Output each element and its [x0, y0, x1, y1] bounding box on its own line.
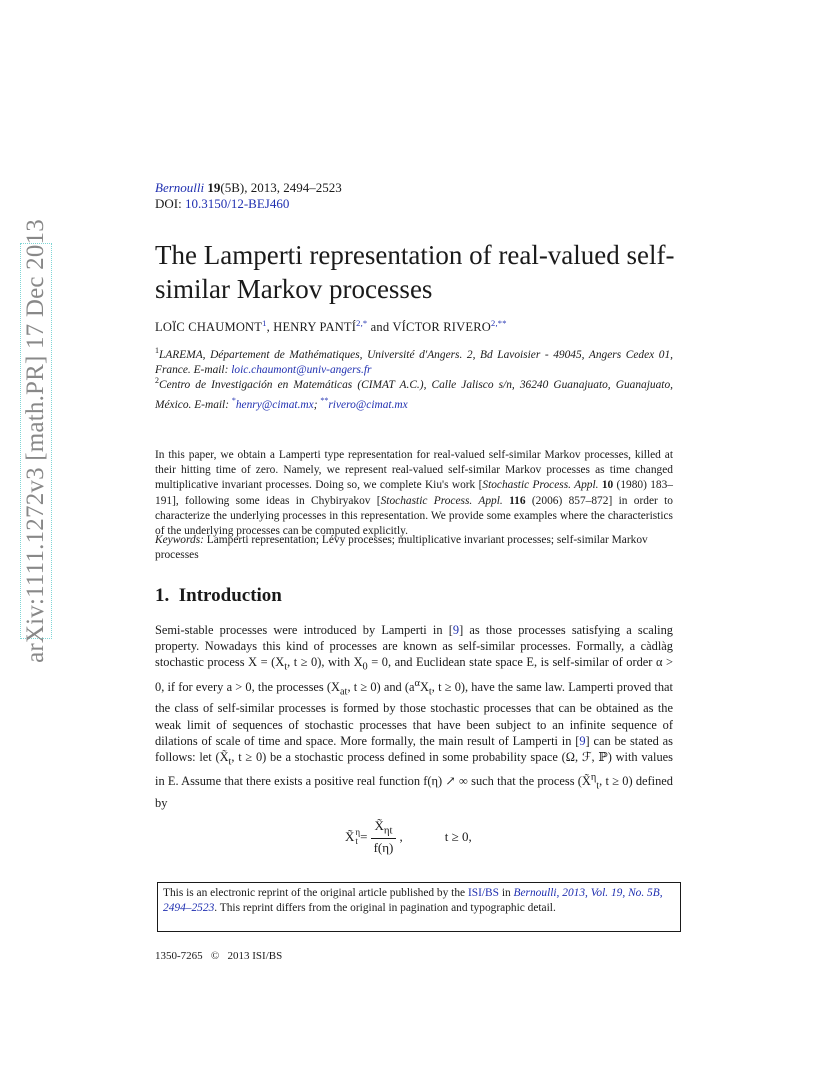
doi-label: DOI: [155, 196, 182, 211]
citation-9-link-1[interactable]: 9 [452, 623, 460, 637]
author-2-affil-link[interactable]: 2,* [356, 318, 368, 328]
original-article-link[interactable]: Bernoulli, 2013, Vol. 19, No. 5B, 2494–2523 [163, 887, 663, 914]
isi-bs-link[interactable]: ISI/BS [467, 887, 499, 899]
equation-fraction: $\frac{X̃_{\eta t}}{f(\eta)}$ [371, 818, 395, 856]
email-chaumont[interactable]: loic.chaumont@univ-angers.fr [231, 363, 372, 376]
journal-link[interactable]: Bernoulli [155, 180, 205, 195]
keywords [155, 533, 673, 563]
keywords-label: Keywords: [155, 534, 204, 546]
author-chaumont: LOÏC CHAUMONT [155, 320, 263, 335]
author-list: LOÏC CHAUMONT$^1$, HENRY $PANTÍ^{2,*}$ and VÍCTOR $RIVERO^{2,**}$ [155, 318, 507, 335]
reprint-notice: This is an electronic reprint of the original article published by the ISI/BS in Bernoulli, 2013, Vol. 19, No. 5B, 2494–2523. This reprint differs from the original in pagination and typographic detail. [157, 882, 681, 932]
equation-condition: t ≥ 0, [444, 828, 472, 844]
doi-line [155, 196, 342, 212]
author-panti: HENRY PANTÍ [273, 320, 357, 335]
journal-volume: 19 [207, 180, 221, 195]
introduction-paragraph: Semi-stable processes were introduced by Lamperti in [9] as those processes satisfying a scaling property. Nowadays this kind of processes are known as self-similar processes. Formally, a càdlàg stochastic process $X = (X_t$, t ≥ 0), with $X_0 = 0$, and Euclidean state space E, is self-similar of order α > 0, if for every a > 0, the processes ($X_{at}$, t ≥ 0) and ($a^\alpha X_t$, t ≥ 0), have the same law. Lamperti proved that the class of self-similar processes is formed by those stochastic processes that can be obtained as the weak limit of sequences of stochastic processes that have been subject to an infinite sequence of dilations of scale of time and space. More formally, the main result of Lamperti in [9] can be stated as follows: let ($X̃_t$, t ≥ 0) be a stochastic process defined in some probability space (Ω, ℱ, ℙ) with values in E. Assume that there exists a positive real function f(η) ↗ ∞ such that the process (X̃$^\eta_t$, t ≥ 0) defined by [155, 623, 673, 810]
footer-issn: 1350-7265 © 2013 ISI/BS [155, 950, 283, 962]
arxiv-id: arXiv:1111.1272v3 [math.PR] 17 Dec 2013 [22, 219, 50, 663]
equation-rescaled-process: X̃ η t = $\frac{X̃_{\eta t}}{f(\eta)}$ , t ≥ 0, [345, 818, 472, 855]
author-rivero: VÍCTOR RIVERO [392, 320, 491, 335]
affiliation-2: $^2$Centro de Investigación en Matemáticas (CIMAT A.C.), Calle Jalisco s/n, 36240 Guanajuato, Guanajuato, México. E-mail: *henry@cimat.mx; **rivero@cimat.mx [155, 376, 673, 411]
author-1-affil-link[interactable]: 1 [262, 318, 267, 328]
journal-issue: (5B), 2013, 2494–2523 [220, 180, 342, 195]
arxiv-stamp [20, 219, 52, 663]
section-heading-introduction: 1. Introduction [155, 585, 282, 606]
paper-title: The Lamperti representation of real-valued self-similar Markov processes [155, 240, 675, 304]
affiliation-1: $^1$LAREMA, Département de Mathématiques, Université d'Angers. 2, Bd Lavoisier - 49045, Angers Cedex 01, France. E-mail: loic.chaumont@univ-angers.fr [155, 346, 673, 376]
citation-9-link-2[interactable]: 9 [579, 733, 586, 748]
abstract: In this paper, we obtain a Lamperti type representation for real-valued self-similar Markov processes, killed at their hitting time of zero. Namely, we represent real-valued self-similar Markov processes as time changed multiplicative invariant processes. Doing so, we complete Kiu's work [Stochastic Process. Appl. 10 (1980) 183–191], following some ideas in Chybiryakov [Stochastic Process. Appl. 116 (2006) 857–872] in order to characterize the underlying processes in this representation. We provide some examples where the characteristics of the underlying processes can be computed explicitly. [155, 449, 673, 538]
email-rivero[interactable]: **rivero@cimat.mx [320, 395, 408, 411]
keywords-text: Lamperti representation; Lévy processes; multiplicative invariant processes; self-similar Markov processes [155, 534, 648, 562]
journal-info [155, 180, 342, 212]
journal-citation [155, 180, 342, 196]
author-3-affil-link[interactable]: 2,** [491, 318, 507, 328]
doi-link[interactable]: 10.3150/12-BEJ460 [184, 196, 290, 211]
email-panti[interactable]: *henry@cimat.mx [231, 395, 314, 411]
